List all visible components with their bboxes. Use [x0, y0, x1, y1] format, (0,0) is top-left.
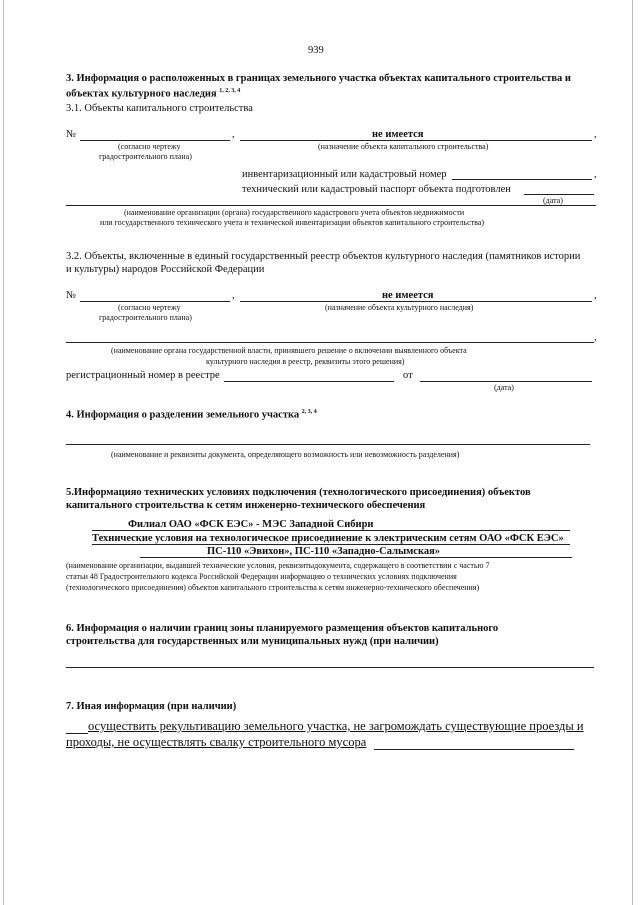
s7-lead-line [66, 733, 88, 734]
s31-inventory-label: инвентаризационный или кадастровый номер [242, 169, 447, 180]
s32-org-hint-1: (наименование органа государственной власти, принявшего решение о включении выявленного объекта [111, 346, 467, 355]
s5-value-2: Технические условия на технологическое присоединение к электрическим сетям ОАО «ФСК ЕЭС» [92, 533, 564, 544]
s32-date-line [420, 381, 592, 382]
s4-line [66, 444, 590, 445]
s32-ot: от [403, 370, 413, 381]
s32-org-comma: , [594, 332, 597, 343]
section-4-heading [66, 406, 317, 422]
s31-org-line [66, 205, 596, 206]
section-3-heading-line2 [66, 85, 240, 101]
s31-value: не имеется [372, 129, 424, 140]
s31-org-hint-2: или государственного технического учета и технической инвентаризации объектов капитального строительства) [100, 218, 485, 227]
s32-reg-line [224, 381, 394, 382]
s5-line-3 [140, 557, 572, 558]
s31-comma-end: , [594, 129, 597, 140]
s31-hint-drawing-2: градостроительного плана) [99, 152, 192, 161]
s31-date-hint: (дата) [543, 196, 563, 205]
s32-reg-label: регистрационный номер в реестре [66, 370, 220, 381]
s31-org-hint-1: (наименование организации (органа) государственного кадастрового учета объектов недвижимости [124, 208, 465, 217]
s31-hint-name: (назначение объекта капитального строительства) [318, 142, 489, 151]
s32-hint-drawing-1: (согласно чертежу [118, 303, 181, 312]
section-4-heading-text: 4. Информация о разделении земельного участка [66, 409, 300, 421]
s5-hint-3: (технологического присоединения) объектов капитального строительства к сетям инженерно-технического обеспечения) [66, 583, 480, 592]
s31-passport-line [524, 194, 594, 195]
s7-tail-line [374, 749, 574, 750]
s32-hint-drawing-2: градостроительного плана) [99, 313, 192, 322]
s5-line-1 [92, 530, 570, 531]
section-7-heading: 7. Иная информация (при наличии) [66, 701, 237, 712]
section-3-heading-text: объектах культурного наследия [66, 88, 217, 100]
section-3-2-heading-line2: и культуры) народов Российской Федерации [66, 264, 265, 275]
s31-name-line [240, 140, 592, 141]
s31-number-sign: № [66, 129, 77, 140]
section-5-heading-line1: 5.Информацияо технических условиях подключения (технологического присоединения) объектов [66, 487, 531, 498]
s31-hint-drawing-1: (согласно чертежу [118, 142, 181, 151]
section-6-heading-line1: 6. Информация о наличии границ зоны планируемого размещения объектов капитального [66, 623, 499, 634]
s32-date-hint: (дата) [494, 383, 514, 392]
page-number: 939 [308, 45, 324, 56]
s32-org-hint-2: культурного наследия в реестр, реквизиты этого решения) [206, 357, 405, 366]
s31-passport-label: технический или кадастровый паспорт объекта подготовлен [242, 184, 511, 195]
s32-comma: , [232, 290, 235, 301]
s32-comma-end: , [594, 290, 597, 301]
s32-org-line [66, 342, 594, 343]
s32-name-line [240, 301, 592, 302]
s4-hint: (наименование и реквизиты документа, определяющего возможность или невозможность разделения) [111, 450, 460, 459]
section-3-1-heading: 3.1. Объекты капитального строительства [66, 103, 253, 114]
s5-hint-2: статьи 48 Градостроительного кодекса Российской Федерации информацию о технических условиях подключения [66, 572, 457, 581]
s6-line [66, 667, 594, 668]
s5-value-1: Филиал ОАО «ФСК ЕЭС» - МЭС Западной Сибири [128, 519, 374, 530]
section-3-2-heading-line1: 3.2. Объекты, включенные в единый государственный реестр объектов культурного наследия (памятников истории [66, 251, 581, 262]
s32-number-sign: № [66, 290, 77, 301]
s7-text-2: проходы, не осуществлять свалку строительного мусора [66, 735, 367, 749]
s32-number-line [80, 301, 230, 302]
s31-inventory-comma: , [594, 169, 597, 180]
section-3-footnote-ref: 1, 2, 3, 4 [219, 88, 241, 94]
section-3-heading-line1: 3. Информация о расположенных в границах земельного участка объектах капитального строительства и [66, 73, 571, 84]
scan-edge-left [3, 0, 4, 905]
scan-edge-right [632, 0, 633, 905]
s32-value: не имеется [382, 290, 434, 301]
s5-hint-1: (наименование организации, выдавшей технические условия, реквизитыдокумента, содержащего в соответствии с частью 7 [66, 561, 490, 570]
section-5-heading-line2: капитального строительства к сетям инженерно-технического обеспечения [66, 500, 426, 511]
s31-comma: , [232, 129, 235, 140]
s7-text-1: осуществить рекультивацию земельного участка, не загромождать существующие проезды и [88, 719, 584, 733]
s5-value-3: ПС-110 «Эвихон», ПС-110 «Западно-Салымская» [207, 546, 441, 557]
section-4-footnote-ref: 2, 3, 4 [301, 409, 317, 415]
section-6-heading-line2: строительства для государственных или муниципальных нужд (при наличии) [66, 636, 439, 647]
s32-hint-name: (назначение объекта культурного наследия) [325, 303, 474, 312]
s31-inventory-line [452, 179, 592, 180]
s31-number-line [80, 140, 230, 141]
